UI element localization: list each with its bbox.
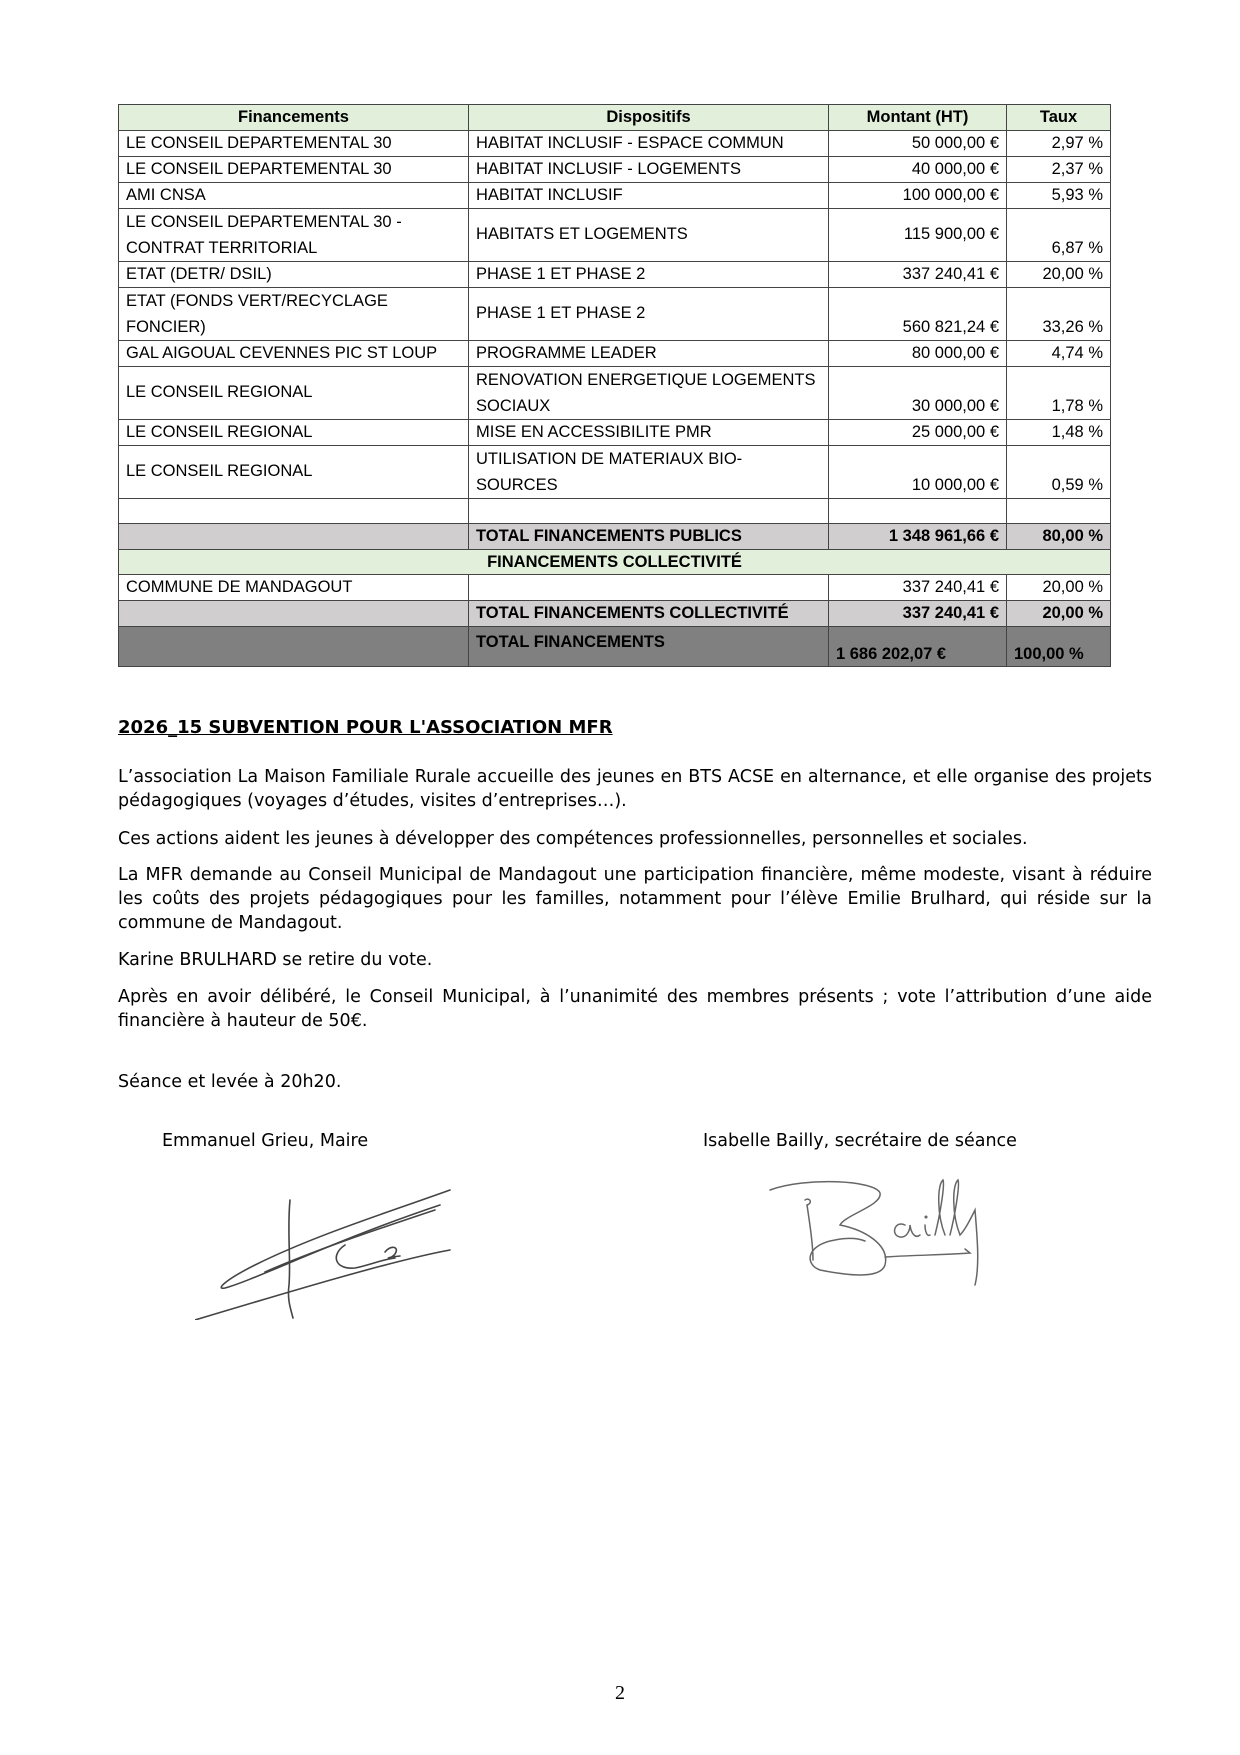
cell-dispositif: PHASE 1 ET PHASE 2: [469, 287, 829, 340]
header-financements: Financements: [119, 105, 469, 131]
cell-dispositif: HABITAT INCLUSIF - LOGEMENTS: [469, 156, 829, 182]
total-general-label: TOTAL FINANCEMENTS: [469, 627, 829, 667]
total-publics-taux: 80,00 %: [1007, 523, 1111, 549]
cell-taux: 33,26 %: [1007, 287, 1111, 340]
cell-taux: 1,48 %: [1007, 419, 1111, 445]
cell-montant: 80 000,00 €: [829, 340, 1007, 366]
signatory-mayor: Emmanuel Grieu, Maire: [162, 1131, 369, 1151]
table-row: [119, 445, 1111, 498]
paragraph: L’association La Maison Familiale Rurale accueille des jeunes en BTS ACSE en alternance, et elle organise des projets pédagogiques (voyages d’études, visites d’entreprises…).: [118, 767, 1152, 811]
cell-financement: LE CONSEIL DEPARTEMENTAL 30: [119, 130, 469, 156]
cell-dispositif: PHASE 1 ET PHASE 2: [469, 261, 829, 287]
total-general-row: [119, 627, 1111, 667]
cell-montant: 115 900,00 €: [829, 208, 1007, 261]
table-row: [119, 156, 1111, 182]
blank-cell: [1007, 498, 1111, 523]
cell-dispositif: PROGRAMME LEADER: [469, 340, 829, 366]
cell-taux: 2,37 %: [1007, 156, 1111, 182]
cell-financement: GAL AIGOUAL CEVENNES PIC ST LOUP: [119, 340, 469, 366]
cell-taux: 5,93 %: [1007, 182, 1111, 208]
cell-taux: 20,00 %: [1007, 261, 1111, 287]
cell-taux: 2,97 %: [1007, 130, 1111, 156]
table-row: [119, 182, 1111, 208]
total-general-montant: 1 686 202,07 €: [829, 627, 1007, 667]
table-row: [119, 419, 1111, 445]
cell-taux: 20,00 %: [1007, 575, 1111, 601]
signatory-secretary: Isabelle Bailly, secrétaire de séance: [703, 1131, 1017, 1151]
blank-row: [119, 498, 1111, 523]
cell-taux: 0,59 %: [1007, 445, 1111, 498]
section-collectivite-label: FINANCEMENTS COLLECTIVITÉ: [119, 549, 1111, 575]
blank-cell: [829, 498, 1007, 523]
cell-taux: 6,87 %: [1007, 208, 1111, 261]
table-row: [119, 130, 1111, 156]
cell-montant: 560 821,24 €: [829, 287, 1007, 340]
cell-financement: AMI CNSA: [119, 182, 469, 208]
total-collectivite-row: [119, 601, 1111, 627]
secretary-signature-icon: [765, 1175, 1015, 1295]
total-general-taux: 100,00 %: [1007, 627, 1111, 667]
cell-financement: ETAT (FONDS VERT/RECYCLAGE FONCIER): [119, 287, 469, 340]
table-header-row: [119, 105, 1111, 131]
total-publics-row: [119, 523, 1111, 549]
table-row: [119, 340, 1111, 366]
blank-cell: [119, 498, 469, 523]
cell-montant: 337 240,41 €: [829, 575, 1007, 601]
blank-cell: [119, 627, 469, 667]
cell-financement: LE CONSEIL DEPARTEMENTAL 30 - CONTRAT TERRITORIAL: [119, 208, 469, 261]
total-publics-label: TOTAL FINANCEMENTS PUBLICS: [469, 523, 829, 549]
cell-dispositif: RENOVATION ENERGETIQUE LOGEMENTS SOCIAUX: [469, 366, 829, 419]
cell-dispositif: [469, 575, 829, 601]
cell-dispositif: MISE EN ACCESSIBILITE PMR: [469, 419, 829, 445]
blank-cell: [469, 498, 829, 523]
section-collectivite-row: [119, 549, 1111, 575]
paragraph: Karine BRULHARD se retire du vote.: [118, 950, 433, 970]
cell-dispositif: HABITAT INCLUSIF - ESPACE COMMUN: [469, 130, 829, 156]
blank-cell: [119, 523, 469, 549]
page-number: 2: [615, 1682, 625, 1704]
commune-row: [119, 575, 1111, 601]
cell-montant: 100 000,00 €: [829, 182, 1007, 208]
cell-montant: 337 240,41 €: [829, 261, 1007, 287]
table-row: [119, 208, 1111, 261]
section-heading: 2026_15 SUBVENTION POUR L'ASSOCIATION MFR: [118, 717, 613, 738]
mayor-signature-icon: [195, 1180, 455, 1320]
cell-financement: LE CONSEIL REGIONAL: [119, 366, 469, 419]
total-collectivite-label: TOTAL FINANCEMENTS COLLECTIVITÉ: [469, 601, 829, 627]
paragraph: Ces actions aident les jeunes à développer des compétences professionnelles, personnelles et sociales.: [118, 829, 1028, 849]
total-collectivite-taux: 20,00 %: [1007, 601, 1111, 627]
cell-financement: LE CONSEIL DEPARTEMENTAL 30: [119, 156, 469, 182]
cell-montant: 25 000,00 €: [829, 419, 1007, 445]
header-taux: Taux: [1007, 105, 1111, 131]
cell-montant: 10 000,00 €: [829, 445, 1007, 498]
cell-financement: LE CONSEIL REGIONAL: [119, 445, 469, 498]
total-collectivite-montant: 337 240,41 €: [829, 601, 1007, 627]
header-dispositifs: Dispositifs: [469, 105, 829, 131]
total-publics-montant: 1 348 961,66 €: [829, 523, 1007, 549]
paragraph: La MFR demande au Conseil Municipal de Mandagout une participation financière, même modeste, visant à réduire les coûts des projets pédagogiques pour les familles, notamment pour l’élève Emilie Brulhard, qui réside sur la commune de Mandagout.: [118, 865, 1152, 933]
cell-financement: ETAT (DETR/ DSIL): [119, 261, 469, 287]
table-row: [119, 261, 1111, 287]
cell-montant: 50 000,00 €: [829, 130, 1007, 156]
cell-taux: 4,74 %: [1007, 340, 1111, 366]
cell-dispositif: HABITAT INCLUSIF: [469, 182, 829, 208]
cell-dispositif: HABITATS ET LOGEMENTS: [469, 208, 829, 261]
paragraph: Après en avoir délibéré, le Conseil Municipal, à l’unanimité des membres présents ; vote l’attribution d’une aide financière à hauteur de 50€.: [118, 987, 1152, 1031]
cell-dispositif: UTILISATION DE MATERIAUX BIO-SOURCES: [469, 445, 829, 498]
header-montant: Montant (HT): [829, 105, 1007, 131]
blank-cell: [119, 601, 469, 627]
table-row: [119, 366, 1111, 419]
cell-taux: 1,78 %: [1007, 366, 1111, 419]
closing-line: Séance et levée à 20h20.: [118, 1072, 342, 1092]
cell-financement: COMMUNE DE MANDAGOUT: [119, 575, 469, 601]
cell-montant: 40 000,00 €: [829, 156, 1007, 182]
table-row: [119, 287, 1111, 340]
cell-financement: LE CONSEIL REGIONAL: [119, 419, 469, 445]
financing-table: [118, 104, 1111, 667]
cell-montant: 30 000,00 €: [829, 366, 1007, 419]
